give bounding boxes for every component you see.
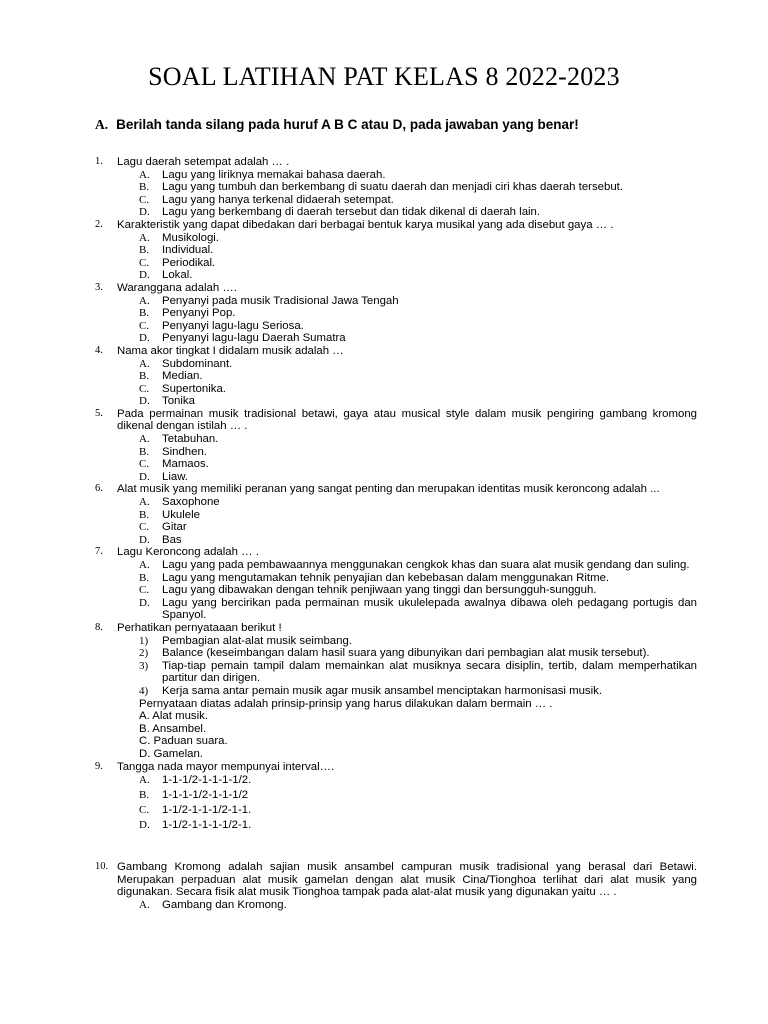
option-d [0, 534, 768, 547]
question-stem: Karakteristik yang dapat dibedakan dari berbagai bentuk karya musikal yang ada disebut gaya … . [117, 218, 614, 231]
option-b [0, 181, 768, 194]
follow-up-question: Pernyataan diatas adalah prinsip-prinsip yang harus dilakukan dalam bermain … . [139, 697, 553, 710]
option-text: Musikologi. [162, 231, 219, 244]
question-7 [0, 546, 768, 622]
option-text: Bas [162, 533, 182, 546]
question-10 [0, 861, 768, 911]
option-letter: D. [139, 533, 150, 546]
question-stem: Pada permainan musik tradisional betawi, gaya atau musical style dalam musik pengiring gambang kromong dikenal dengan istilah … . [117, 407, 697, 433]
option-text: Lagu yang mengutamakan tehnik penyajian dan kebebasan dalam menggunakan Ritme. [162, 571, 610, 584]
option-letter: C. [139, 382, 150, 395]
option-text: 1-1/2-1-1-1/2-1-1. [162, 804, 252, 817]
page-title: SOAL LATIHAN PAT KELAS 8 2022-2023 [148, 62, 620, 91]
option-d [0, 471, 768, 484]
question-list [0, 156, 768, 911]
option-a [0, 232, 768, 245]
option-letter: C. [139, 584, 150, 597]
question-number: 5. [95, 407, 103, 419]
option-a [0, 496, 768, 509]
statement-3 [0, 660, 768, 685]
option-b [0, 509, 768, 522]
option-a [0, 295, 768, 308]
option-letter: D. [139, 206, 150, 219]
option-text: Gambang dan Kromong. [162, 898, 287, 911]
option-letter: C. [139, 521, 150, 534]
option-letter: A. [139, 774, 150, 787]
option-text: Lagu yang dibawakan dengan tehnik penjiwaan yang tinggi dan bersungguh-sungguh. [162, 584, 597, 597]
option-a [0, 358, 768, 371]
statement-2 [0, 647, 768, 660]
question-number: 2. [95, 218, 103, 230]
question-1 [0, 156, 768, 219]
option-letter: A. [139, 559, 150, 571]
statement-number: 4) [139, 684, 149, 697]
option-b [0, 572, 768, 585]
question-stem: Lagu Keroncong adalah … . [117, 546, 259, 559]
option-text: Median. [162, 370, 203, 383]
spacer [0, 833, 768, 861]
option-d [0, 332, 768, 345]
question-stem: Nama akor tingkat I didalam musik adalah … [117, 344, 344, 357]
option-b [0, 370, 768, 383]
option-d [0, 818, 768, 833]
option-letter: B. [139, 508, 150, 521]
question-9 [0, 761, 768, 834]
option-text: Penyanyi Pop. [162, 307, 236, 320]
statement-number: 2) [139, 647, 149, 660]
option-letter: B. [139, 370, 150, 383]
option-letter: A. [139, 168, 150, 181]
question-number: 6. [95, 483, 103, 495]
option-letter: D. [139, 395, 150, 408]
option-text: Tetabuhan. [162, 433, 219, 446]
option-text: Individual. [162, 244, 214, 257]
option-text: Mamaos. [162, 458, 209, 471]
option-text: Subdominant. [162, 357, 233, 370]
question-5 [0, 408, 768, 484]
option-d [0, 206, 768, 219]
option-text: Lagu yang liriknya memakai bahasa daerah. [162, 168, 386, 181]
option-c [0, 320, 768, 333]
question-number: 10. [95, 861, 109, 873]
option-letter: A. [139, 898, 150, 911]
question-stem: Tangga nada mayor mempunyai interval…. [117, 760, 335, 773]
statement-text: Pembagian alat-alat musik seimbang. [162, 634, 352, 647]
question-3 [0, 282, 768, 345]
option-text: Liaw. [162, 470, 188, 483]
option-c [0, 194, 768, 207]
statement-4 [0, 685, 768, 698]
option-a [0, 773, 768, 788]
option-text: Tonika [162, 395, 195, 408]
option-letter: B. [139, 244, 150, 257]
option-a: A. Alat musik. [139, 710, 208, 723]
statement-number: 3) [139, 659, 149, 672]
option-c [0, 257, 768, 270]
option-text: Periodikal. [162, 256, 216, 269]
question-number: 8. [95, 621, 103, 633]
statement-number: 1) [139, 634, 149, 647]
section-instruction [95, 117, 735, 133]
question-number: 3. [95, 281, 103, 293]
option-text: Lagu yang bercirikan pada permainan musik ukulelepada awalnya dibawa oleh pedagang portugis dan Spanyol. [162, 596, 697, 622]
statement-text: Tiap-tiap pemain tampil dalam memainkan alat musiknya secara disiplin, tertib, dalam memperhatikan partitur dan dirigen. [162, 659, 697, 685]
option-letter: A. [139, 294, 150, 307]
question-8 [0, 622, 768, 761]
option-c [0, 521, 768, 534]
instruction-text: Berilah tanda silang pada huruf A B C atau D, pada jawaban yang benar! [116, 117, 579, 132]
option-letter: D. [139, 819, 150, 832]
section-letter: A. [95, 117, 109, 132]
option-a [0, 899, 768, 912]
question-4 [0, 345, 768, 408]
option-c: C. Paduan suara. [139, 735, 228, 748]
option-text: Ukulele [162, 508, 200, 521]
option-letter: A. [139, 357, 150, 370]
question-stem: Waranggana adalah …. [117, 281, 237, 294]
option-a [0, 433, 768, 446]
option-text: Lagu yang berkembang di daerah tersebut dan tidak dikenal di daerah lain. [162, 206, 541, 219]
option-text: Lagu yang tumbuh dan berkembang di suatu daerah dan menjadi ciri khas daerah tersebut. [162, 181, 623, 194]
option-text: Penyanyi lagu-lagu Daerah Sumatra [162, 332, 346, 345]
option-text: Penyanyi lagu-lagu Seriosa. [162, 319, 304, 332]
option-text: Sindhen. [162, 445, 207, 458]
question-2 [0, 219, 768, 282]
question-number: 1. [95, 156, 103, 167]
option-b: B. Ansambel. [139, 722, 207, 735]
option-b [0, 446, 768, 459]
option-b [0, 244, 768, 257]
option-d [0, 395, 768, 408]
question-stem: Alat musik yang memiliki peranan yang sangat penting dan merupakan identitas musik keroncong adalah ... [117, 483, 660, 496]
option-letter: A. [139, 231, 150, 244]
option-letter: C. [139, 256, 150, 269]
option-c [0, 383, 768, 396]
option-letter: D. [139, 470, 150, 483]
option-letter: B. [139, 445, 150, 458]
option-letter: D. [139, 332, 150, 345]
option-d: D. Gamelan. [139, 747, 203, 760]
option-text: Supertonika. [162, 382, 226, 395]
option-letter: C. [139, 804, 150, 817]
option-b [0, 788, 768, 803]
option-text: Saxophone [162, 496, 220, 509]
option-a [0, 559, 768, 572]
statement-text: Kerja sama antar pemain musik agar musik ansambel menciptakan harmonisasi musik. [162, 684, 602, 697]
statement-text: Balance (keseimbangan dalam hasil suara yang dibunyikan dari pembagian alat musik tersebut). [162, 647, 650, 660]
option-letter: D. [139, 269, 150, 282]
question-number: 7. [95, 546, 103, 558]
option-text: Gitar [162, 521, 187, 534]
option-c [0, 458, 768, 471]
option-d [0, 597, 768, 622]
option-b [0, 307, 768, 320]
option-letter: B. [139, 571, 150, 584]
option-d [0, 269, 768, 282]
option-letter: C. [139, 458, 150, 471]
option-text: 1-1-1/2-1-1-1-1/2. [162, 774, 252, 787]
option-c [0, 584, 768, 597]
option-text: Lagu yang hanya terkenal didaerah setempat. [162, 193, 394, 206]
option-letter: A. [139, 433, 150, 446]
option-letter: C. [139, 319, 150, 332]
option-letter: B. [139, 307, 150, 320]
option-letter: D. [139, 596, 150, 609]
question-stem: Gambang Kromong adalah sajian musik ansambel campuran musik tradisional yang berasal dari Betawi. Merupakan perpaduan alat musik gamelan dengan alat musik Cina/Tionghoa terlihat dari alat musik yang digunakan. Secara fisik alat musik Tionghoa tampak pada alat-alat musik yang digunakan yaitu … . [117, 861, 697, 899]
option-a [0, 169, 768, 182]
option-text: Lokal. [162, 269, 193, 282]
question-number: 9. [95, 760, 103, 772]
option-c [0, 803, 768, 818]
option-text: Lagu yang pada pembawaannya menggunakan cengkok khas dan suara alat musik gendang dan suling. [162, 559, 690, 571]
option-letter: B. [139, 181, 150, 194]
question-stem: Lagu daerah setempat adalah … . [117, 156, 290, 168]
option-letter: B. [139, 789, 150, 802]
option-text: 1-1-1-1/2-1-1-1/2 [162, 789, 249, 802]
question-stem: Perhatikan pernyataaan berikut ! [117, 621, 282, 634]
question-6 [0, 483, 768, 546]
option-text: 1-1/2-1-1-1-1/2-1. [162, 819, 252, 832]
statement-1 [0, 635, 768, 648]
option-text: Penyanyi pada musik Tradisional Jawa Tengah [162, 294, 399, 307]
question-number: 4. [95, 344, 103, 356]
option-letter: C. [139, 193, 150, 206]
option-letter: A. [139, 496, 150, 509]
